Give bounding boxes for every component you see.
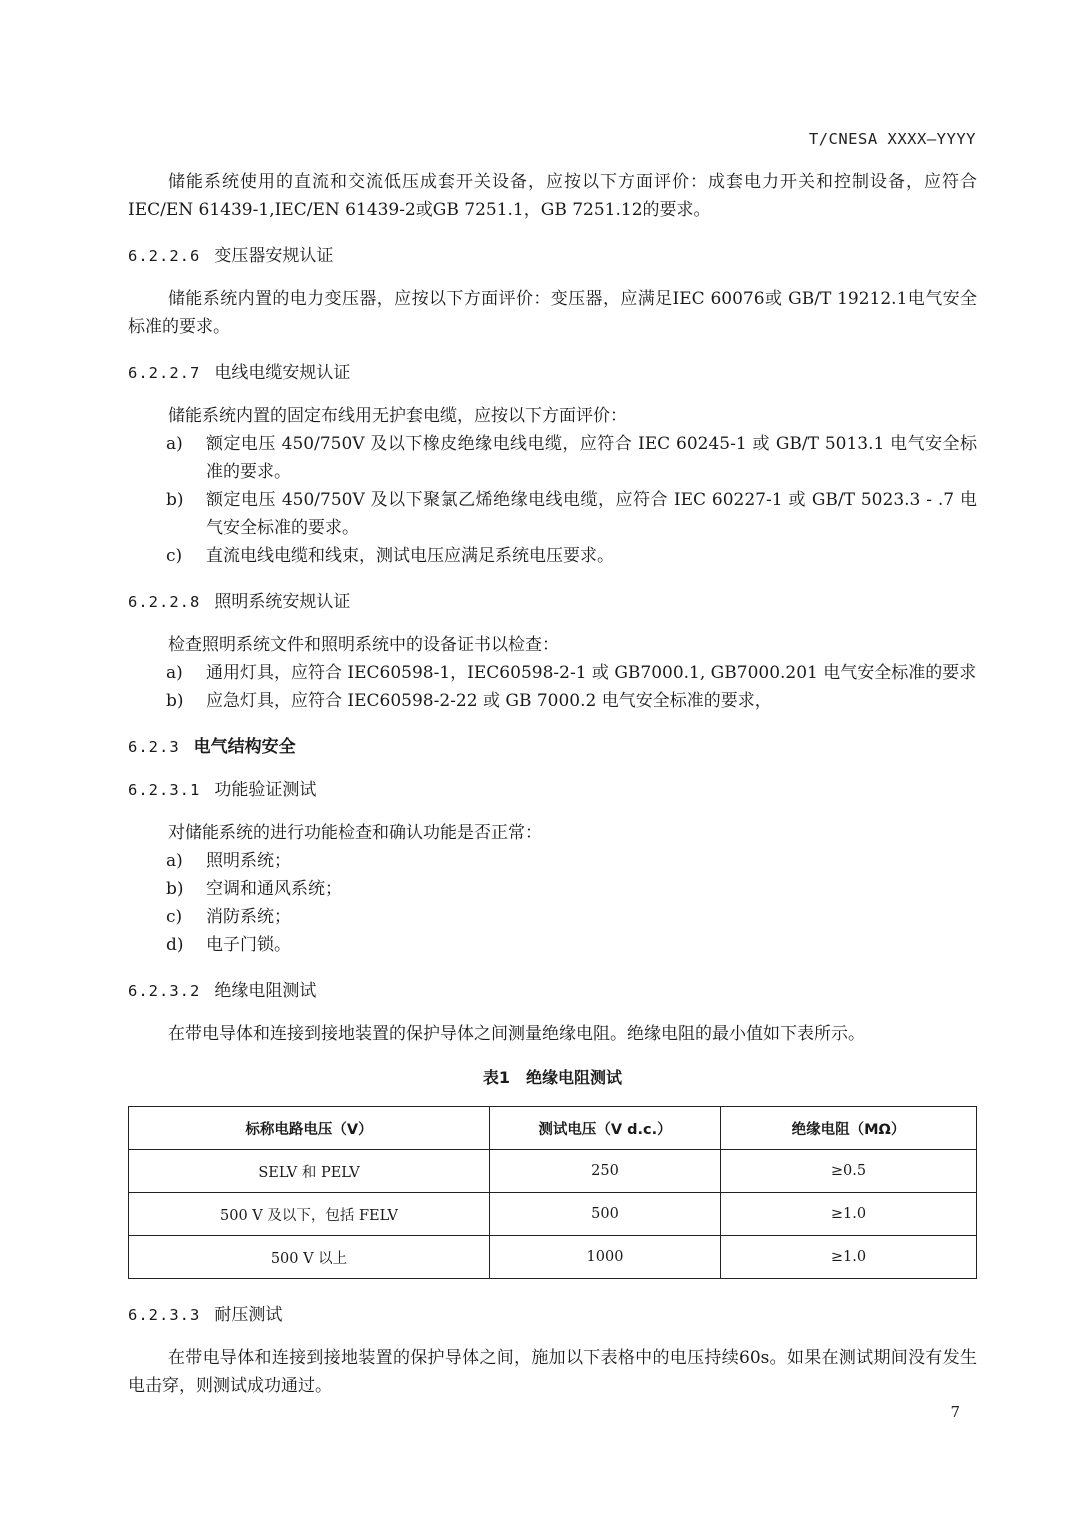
insulation-resistance-table — [128, 1106, 977, 1279]
list-item — [128, 486, 977, 542]
table-title: 表1 绝缘电阻测试 — [482, 1068, 623, 1087]
section-title: 照明系统安规认证 — [214, 592, 351, 612]
list-text: 应急灯具，应符合 IEC60598-2-22 或 GB 7000.2 电气安全标准的要求， — [206, 691, 772, 711]
table-cell: 500 V 及以下，包括 FELV — [129, 1193, 490, 1236]
table-row — [129, 1150, 977, 1193]
column-header: 绝缘电阻（MΩ） — [721, 1107, 977, 1150]
page-number: 7 — [950, 1403, 960, 1421]
section-title: 电气结构安全 — [193, 737, 296, 757]
table-row — [129, 1236, 977, 1279]
list-marker: c) — [166, 546, 183, 566]
list-marker: a) — [166, 434, 183, 454]
list-marker: d) — [166, 935, 184, 955]
section-number: 6.2.3.1 — [128, 781, 201, 799]
list-item — [128, 931, 977, 959]
heading-6-2-2-6 — [128, 242, 977, 270]
table-cell: 1000 — [490, 1236, 721, 1279]
section-number: 6.2.2.8 — [128, 593, 201, 611]
section-number: 6.2.3.2 — [128, 982, 201, 1000]
section-title: 功能验证测试 — [214, 780, 317, 800]
column-header: 测试电压（V d.c.） — [490, 1107, 721, 1150]
table-cell: 250 — [490, 1150, 721, 1193]
list-text: 额定电压 450/750V 及以下聚氯乙烯绝缘电线电缆，应符合 IEC 60227-1 或 GB/T 5023.3 - .7 电气安全标准的要求。 — [206, 490, 977, 538]
section-number: 6.2.3 — [128, 738, 180, 756]
paragraph-6-2-2-7: 储能系统内置的固定布线用无护套电缆，应按以下方面评价： — [168, 406, 627, 426]
table-cell: 500 — [490, 1193, 721, 1236]
section-title: 电线电缆安规认证 — [214, 363, 351, 383]
list-6-2-3-1 — [128, 847, 977, 959]
list-marker: b) — [166, 691, 184, 711]
list-marker: b) — [166, 490, 184, 510]
list-text: 消防系统； — [206, 907, 291, 927]
table-cell: SELV 和 PELV — [129, 1150, 490, 1193]
list-item — [128, 659, 977, 687]
list-6-2-2-7 — [128, 430, 977, 570]
list-item — [128, 430, 977, 486]
section-title: 耐压测试 — [214, 1305, 283, 1325]
list-marker: a) — [166, 663, 183, 683]
list-item — [128, 903, 977, 931]
list-text: 照明系统； — [206, 851, 291, 871]
list-marker: c) — [166, 907, 183, 927]
paragraph-6-2-3-2: 在带电导体和连接到接地装置的保护导体之间测量绝缘电阻。绝缘电阻的最小值如下表所示。 — [168, 1024, 865, 1044]
column-header: 标称电路电压（V） — [129, 1107, 490, 1150]
list-item — [128, 875, 977, 903]
table-cell: ≥1.0 — [721, 1193, 977, 1236]
list-item — [128, 847, 977, 875]
heading-6-2-2-7 — [128, 359, 977, 387]
list-marker: a) — [166, 851, 183, 871]
list-text: 通用灯具，应符合 IEC60598-1，IEC60598-2-1 或 GB7000.1, GB7000.201 电气安全标准的要求 — [206, 663, 977, 683]
heading-6-2-3-1 — [128, 776, 977, 804]
heading-6-2-3-3 — [128, 1301, 977, 1329]
list-6-2-2-8 — [128, 659, 977, 715]
section-title: 变压器安规认证 — [214, 246, 334, 266]
paragraph-6-2-3-3: 在带电导体和连接到接地装置的保护导体之间，施加以下表格中的电压持续60s。如果在测试期间没有发生电击穿，则测试成功通过。 — [128, 1348, 977, 1396]
list-item — [128, 542, 977, 570]
heading-6-2-2-8 — [128, 588, 977, 616]
list-text: 空调和通风系统； — [206, 879, 342, 899]
section-title: 绝缘电阻测试 — [214, 981, 317, 1001]
list-marker: b) — [166, 879, 184, 899]
document-body — [128, 168, 977, 1418]
table-header-row — [129, 1107, 977, 1150]
section-number: 6.2.3.3 — [128, 1306, 201, 1324]
document-code: T/CNESA XXXX—YYYY — [808, 130, 976, 148]
table-cell: 500 V 以上 — [129, 1236, 490, 1279]
section-number: 6.2.2.6 — [128, 247, 201, 265]
table-cell: ≥1.0 — [721, 1236, 977, 1279]
list-text: 直流电线电缆和线束，测试电压应满足系统电压要求。 — [206, 546, 614, 566]
heading-6-2-3 — [128, 733, 977, 761]
list-text: 电子门锁。 — [206, 935, 291, 955]
paragraph-6-2-3-1: 对储能系统的进行功能检查和确认功能是否正常： — [168, 823, 542, 843]
heading-6-2-3-2 — [128, 977, 977, 1005]
paragraph-6-2-2-6: 储能系统内置的电力变压器，应按以下方面评价：变压器，应满足IEC 60076或 GB/T 19212.1电气安全标准的要求。 — [128, 289, 977, 337]
intro-paragraph: 储能系统使用的直流和交流低压成套开关设备，应按以下方面评价：成套电力开关和控制设备，应符合IEC/EN 61439-1,IEC/EN 61439-2或GB 7251.1，GB 7251.12的要求。 — [128, 172, 977, 220]
table-row — [129, 1193, 977, 1236]
section-number: 6.2.2.7 — [128, 364, 201, 382]
list-item — [128, 687, 977, 715]
list-text: 额定电压 450/750V 及以下橡皮绝缘电线电缆，应符合 IEC 60245-1 或 GB/T 5013.1 电气安全标准的要求。 — [206, 434, 977, 482]
table-cell: ≥0.5 — [721, 1150, 977, 1193]
paragraph-6-2-2-8: 检查照明系统文件和照明系统中的设备证书以检查： — [168, 635, 559, 655]
